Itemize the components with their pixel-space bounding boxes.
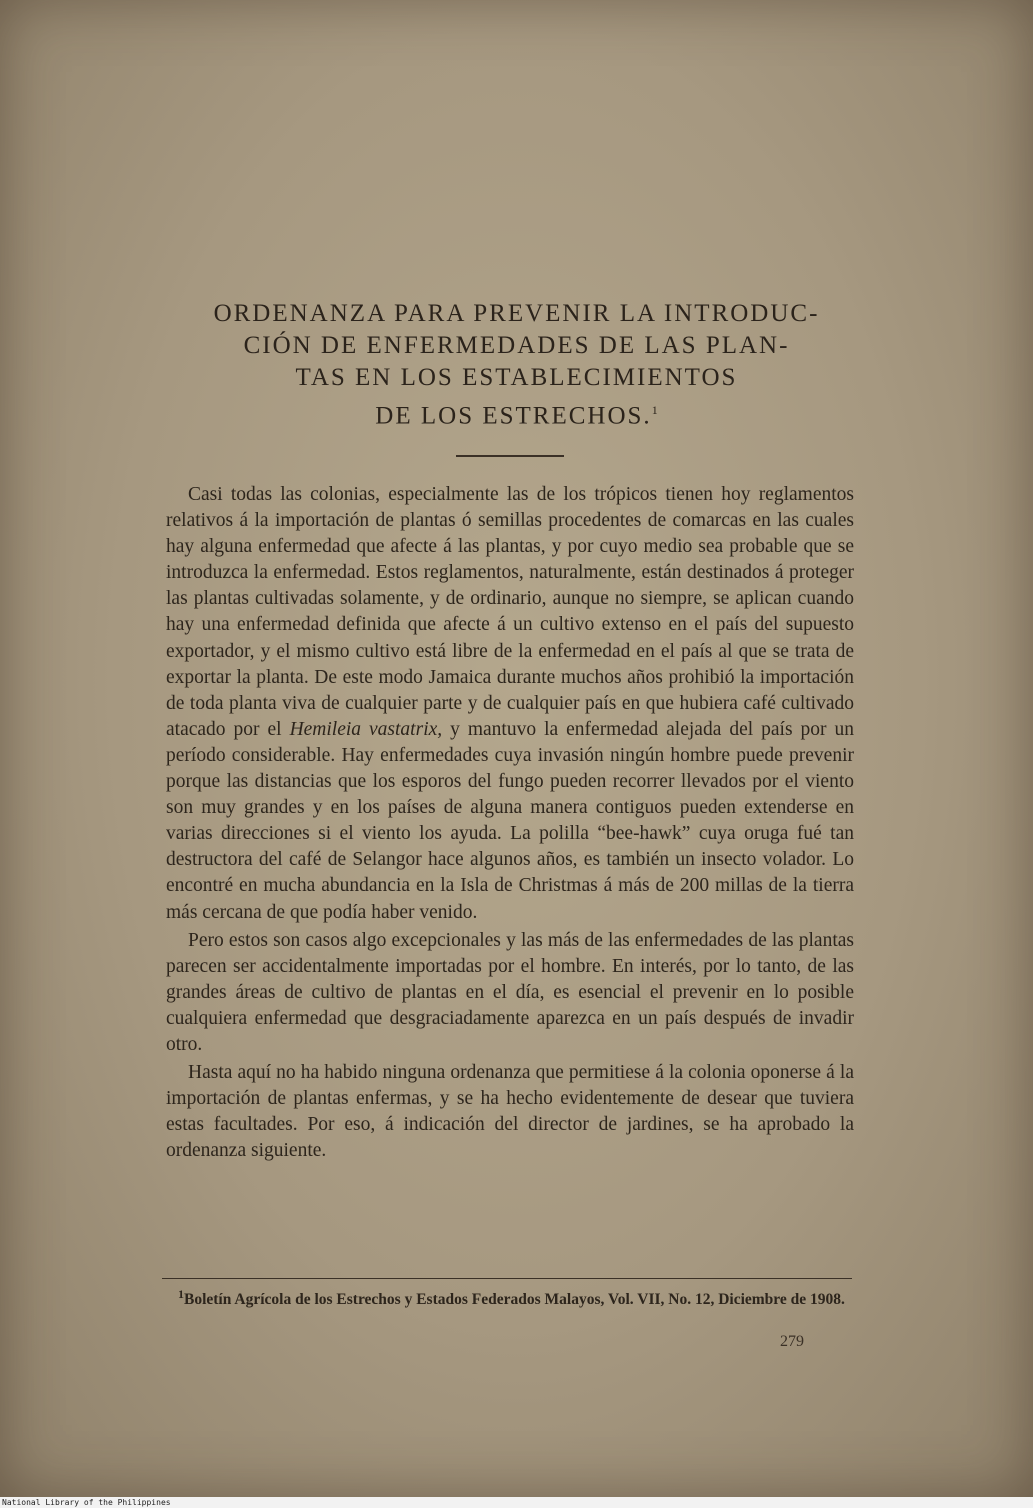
- title-divider: [456, 455, 564, 457]
- footnote-mark: 1: [178, 1287, 184, 1301]
- title-line-3: TAS EN LOS ESTABLECIMIENTOS: [295, 364, 738, 391]
- title-line-2: CIÓN DE ENFERMEDADES DE LAS PLAN-: [243, 332, 790, 359]
- article-title: [160, 298, 873, 432]
- title-line-4-text: DE LOS ESTRECHOS.: [375, 402, 652, 430]
- title-footnote-mark: 1: [651, 403, 658, 417]
- footnote: [162, 1283, 852, 1311]
- paragraph-3: Hasta aquí no ha habido ninguna ordenanza que permitiese á la colonia oponerse á la importación de plantas enfermas, y se ha hecho evidentemente de desear que tuviera estas facultades. Por eso, á indicación del director de jardines, se ha aprobado la ordenanza siguiente.: [166, 1062, 854, 1162]
- library-credit: National Library of the Philippines: [2, 1498, 171, 1507]
- paragraph-2: Pero estos son casos algo excepcionales y las más de las enfermedades de las plantas parecen ser accidentalmente importadas por el hombre. En interés, por lo tanto, de las grandes áreas de cultivo de plantas en el día, es esencial el prevenir en lo posible cualquiera enfermedad que desgraciadamente aparezca en un país después de invadir otro.: [166, 929, 854, 1055]
- paragraph-1-part-a: Casi todas las colonias, especialmente las de los trópicos tienen hoy reglamentos relativos á la importación de plantas ó semillas procedentes de comarcas en las cuales hay alguna enfermedad que afecte á las plantas, y por cuyo medio sea probable que se introduzca la enfermedad. Estos reglamentos, naturalmente, están destinados á proteger las plantas cultivadas solamente, y de ordinario, aunque no siempre, se aplican cuando hay una enfermedad definida que afecte á un cultivo extenso en el país del supuesto exportador, y el mismo cultivo está libre de la enfermedad en el país al que se trata de exportar la planta. De este modo Jamaica durante muchos años prohibió la importación de toda planta viva de cualquier parte y de cualquier país en que hubiera café cultivado atacado por el: [166, 484, 854, 740]
- title-line-4: [160, 394, 873, 432]
- page-number: 279: [780, 1333, 804, 1350]
- title-line-1: ORDENANZA PARA PREVENIR LA INTRODUC-: [213, 300, 820, 327]
- species-name: Hemileia vastatrix,: [289, 718, 443, 740]
- article-body: [166, 482, 854, 1164]
- footnote-text: Boletín Agrícola de los Estrechos y Estados Federados Malayos, Vol. VII, No. 12, Diciembre de 1908.: [184, 1291, 845, 1309]
- paragraph-1-part-b: y mantuvo la enfermedad alejada del país por un período considerable. Hay enfermedades cuya invasión ningún hombre puede prevenir porque las distancias que los esporos del fungo pueden recorrer llevados por el viento son muy grandes y en los países de alguna manera contiguos pueden extenderse en varias direcciones si el viento los ayuda. La polilla “bee-hawk” cuya oruga fué tan destructora del café de Selangor hace algunos años, es también un insecto volador. Lo encontré en mucha abundancia en la Isla de Christmas á más de 200 millas de la tierra más cercana de que podía haber venido.: [166, 718, 855, 923]
- footnote-divider: [162, 1278, 852, 1279]
- paragraph-1: [166, 482, 854, 926]
